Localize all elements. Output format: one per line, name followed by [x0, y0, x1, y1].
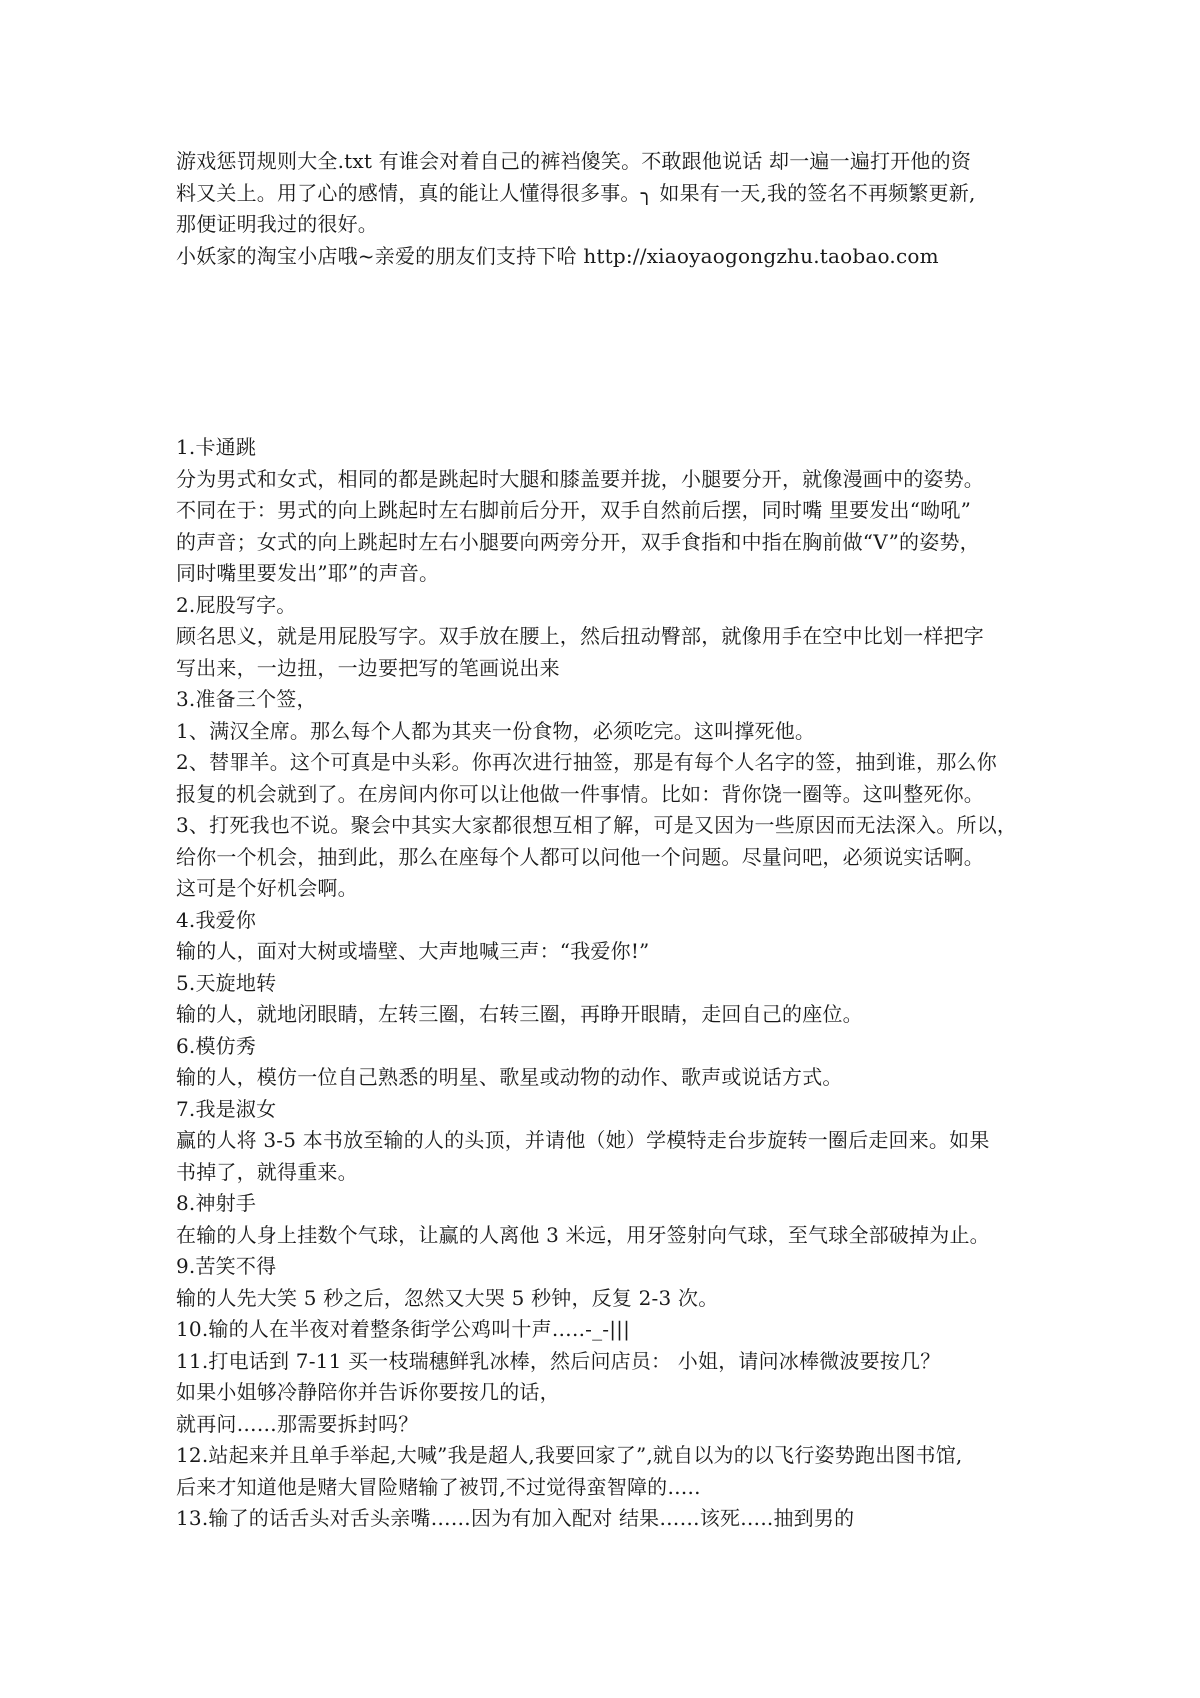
- rule-line: 11.打电话到 7-11 买一枝瑞穗鲜乳冰棒，然后问店员： 小姐，请问冰棒微波要按几？: [176, 1348, 941, 1373]
- rule-heading: 5.天旋地转: [176, 970, 277, 995]
- body-line: 在输的人身上挂数个气球，让赢的人离他 3 米远，用牙签射向气球，至气球全部破掉为止。: [176, 1222, 990, 1247]
- body-line: 报复的机会就到了。在房间内你可以让他做一件事情。比如：背你饶一圈等。这叫整死你。: [176, 781, 984, 806]
- body-line: 输的人，面对大树或墙壁、大声地喊三声：“我爱你!”: [176, 939, 650, 963]
- body-line: 3、打死我也不说。聚会中其实大家都很想互相了解，可是又因为一些原因而无法深入。所以，: [176, 813, 1018, 837]
- body-line: 输的人先大笑 5 秒之后，忽然又大哭 5 秒钟，反复 2-3 次。: [176, 1285, 719, 1310]
- rule-heading: 1.卡通跳: [176, 435, 257, 459]
- rule-heading: 6.模仿秀: [176, 1033, 257, 1058]
- intro-block: [176, 146, 1036, 272]
- document-page: [176, 0, 1036, 1698]
- intro-shop-line: 小妖家的淘宝小店哦~亲爱的朋友们支持下哈 http://xiaoyaogongzhu.taobao.com: [176, 243, 939, 268]
- body-line: 分为男式和女式，相同的都是跳起时大腿和膝盖要并拢，小腿要分开，就像漫画中的姿势。: [176, 466, 984, 491]
- body-line: 书掉了，就得重来。: [176, 1159, 358, 1184]
- body-line: 2、替罪羊。这个可真是中头彩。你再次进行抽签，那是有每个人名字的签，抽到谁，那么你: [176, 750, 997, 774]
- body-line: 这可是个好机会啊。: [176, 876, 358, 900]
- rule-line: 13.输了的话舌头对舌头亲嘴……因为有加入配对 结果……该死…..抽到男的: [176, 1506, 855, 1530]
- intro-line: 那便证明我过的很好。: [176, 212, 378, 236]
- rule-heading: 7.我是淑女: [176, 1096, 277, 1121]
- body-line: 赢的人将 3-5 本书放至输的人的头顶，并请他（她）学模特走台步旋转一圈后走回来。如果: [176, 1128, 990, 1152]
- body-line: 不同在于：男式的向上跳起时左右脚前后分开，双手自然前后摆，同时嘴 里要发出“呦吼”: [176, 498, 972, 522]
- intro-line: 料又关上。用了心的感情，真的能让人懂得很多事。╮ 如果有一天,我的签名不再频繁更新,: [176, 180, 976, 205]
- rule-heading: 8.神射手: [176, 1191, 257, 1215]
- rule-line: 10.输的人在半夜对着整条街学公鸡叫十声…..-_-|||: [176, 1317, 631, 1341]
- body-line: 的声音；女式的向上跳起时左右小腿要向两旁分开，双手食指和中指在胸前做“V”的姿势，: [176, 529, 980, 554]
- rule-heading: 9.苦笑不得: [176, 1254, 277, 1278]
- rules-body: [176, 432, 1036, 1535]
- body-line: 如果小姐够冷静陪你并告诉你要按几的话，: [176, 1380, 560, 1404]
- rule-line: 12.站起来并且单手举起,大喊”我是超人,我要回家了”,就自以为的以飞行姿势跑出图书馆,: [176, 1443, 963, 1467]
- rule-heading: 2.屁股写字。: [176, 592, 297, 617]
- intro-line: 游戏惩罚规则大全.txt 有谁会对着自己的裤裆傻笑。不敢跟他说话 却一遍一遍打开他的资: [176, 149, 972, 173]
- rule-heading: 3.准备三个签，: [176, 687, 317, 711]
- body-line: 写出来，一边扭，一边要把写的笔画说出来: [176, 655, 560, 680]
- body-line: 后来才知道他是赌大冒险赌输了被罚,不过觉得蛮智障的…..: [176, 1474, 701, 1499]
- body-line: 输的人，就地闭眼睛，左转三圈，右转三圈，再睁开眼睛，走回自己的座位。: [176, 1002, 863, 1026]
- body-line: 就再问……那需要拆封吗？: [176, 1411, 419, 1436]
- body-line: 输的人，模仿一位自己熟悉的明星、歌星或动物的动作、歌声或说话方式。: [176, 1065, 843, 1089]
- rule-heading: 4.我爱你: [176, 907, 257, 932]
- body-line: 同时嘴里要发出”耶”的声音。: [176, 561, 440, 585]
- body-line: 1、满汉全席。那么每个人都为其夹一份食物，必须吃完。这叫撑死他。: [176, 718, 816, 743]
- body-line: 顾名思义，就是用屁股写字。双手放在腰上，然后扭动臀部，就像用手在空中比划一样把字: [176, 624, 984, 648]
- body-line: 给你一个机会，抽到此，那么在座每个人都可以问他一个问题。尽量问吧，必须说实话啊。: [176, 844, 984, 869]
